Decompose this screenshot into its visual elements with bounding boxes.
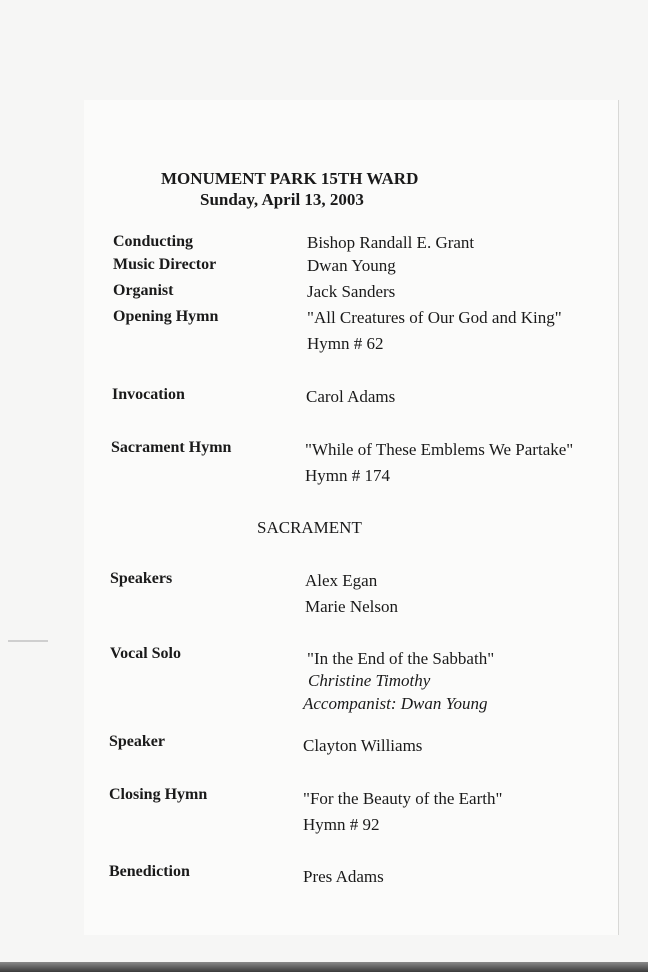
speaker-name: Alex Egan <box>305 571 378 590</box>
vocal-solo-accompanist: Accompanist: Dwan Young <box>303 694 488 713</box>
opening-hymn-title: "All Creatures of Our God and King" <box>307 308 562 327</box>
organist-value: Jack Sanders <box>307 282 396 301</box>
speaker-name: Marie Nelson <box>305 597 399 616</box>
speaker-label: Speaker <box>109 733 165 750</box>
vocal-solo-title: "In the End of the Sabbath" <box>307 649 495 668</box>
scan-edge <box>0 962 648 972</box>
scan-mark <box>8 640 48 642</box>
opening-hymn-label: Opening Hymn <box>113 308 219 325</box>
conducting-label: Conducting <box>113 233 194 250</box>
meeting-date: Sunday, April 13, 2003 <box>200 190 364 209</box>
invocation-value: Carol Adams <box>306 387 396 406</box>
benediction-value: Pres Adams <box>303 867 384 886</box>
vocal-solo-performer: Christine Timothy <box>308 671 431 690</box>
invocation-label: Invocation <box>112 386 185 403</box>
music-director-label: Music Director <box>113 256 217 273</box>
speaker-value: Clayton Williams <box>303 736 423 755</box>
vocal-solo-label: Vocal Solo <box>110 645 181 662</box>
conducting-value: Bishop Randall E. Grant <box>307 233 475 252</box>
opening-hymn-number: Hymn # 62 <box>307 334 384 353</box>
benediction-label: Benediction <box>109 863 190 880</box>
organist-label: Organist <box>113 282 174 299</box>
music-director-value: Dwan Young <box>307 256 396 275</box>
ward-title: MONUMENT PARK 15TH WARD <box>161 169 419 188</box>
closing-hymn-title: "For the Beauty of the Earth" <box>303 789 503 808</box>
closing-hymn-number: Hymn # 92 <box>303 815 380 834</box>
sacrament-hymn-number: Hymn # 174 <box>305 466 390 485</box>
speakers-label: Speakers <box>110 570 173 587</box>
closing-hymn-label: Closing Hymn <box>109 786 208 803</box>
sacrament-hymn-label: Sacrament Hymn <box>111 439 232 456</box>
sacrament-hymn-title: "While of These Emblems We Partake" <box>305 440 574 459</box>
sacrament-heading: SACRAMENT <box>257 518 362 537</box>
